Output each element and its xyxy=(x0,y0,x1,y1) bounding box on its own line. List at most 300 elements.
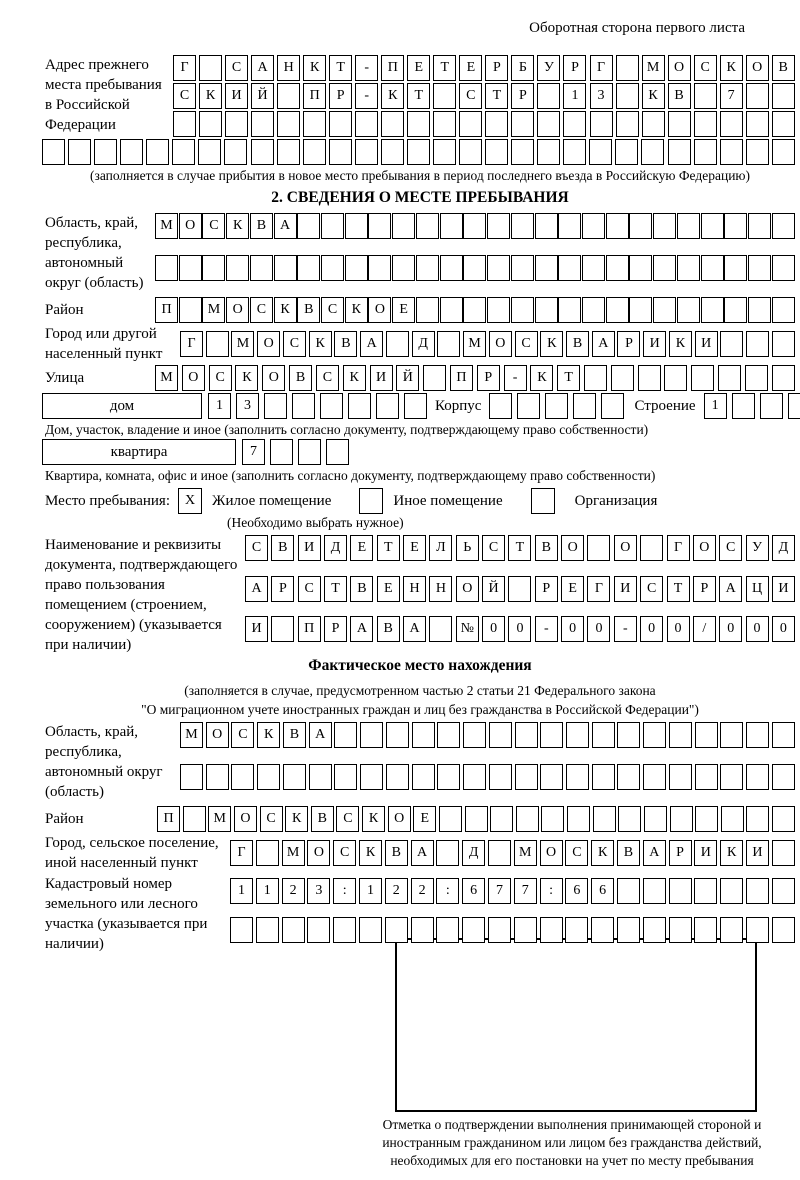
char-cell[interactable] xyxy=(459,111,482,137)
char-cell[interactable]: Н xyxy=(403,576,426,602)
char-cell[interactable] xyxy=(283,764,306,790)
char-cell[interactable]: Й xyxy=(251,83,274,109)
char-cell[interactable] xyxy=(677,297,700,323)
char-cell[interactable]: С xyxy=(333,840,356,866)
char-cell[interactable]: - xyxy=(355,55,378,81)
char-cell[interactable] xyxy=(511,111,534,137)
char-cell[interactable]: А xyxy=(403,616,426,642)
char-cell[interactable] xyxy=(617,878,640,904)
char-cell[interactable]: С xyxy=(250,297,273,323)
char-cell[interactable]: О xyxy=(540,840,563,866)
char-cell[interactable]: П xyxy=(155,297,178,323)
char-cell[interactable]: Г xyxy=(587,576,610,602)
char-cell[interactable]: И xyxy=(772,576,795,602)
char-cell[interactable]: Т xyxy=(667,576,690,602)
char-cell[interactable] xyxy=(376,393,399,419)
char-cell[interactable] xyxy=(587,535,610,561)
char-cell[interactable] xyxy=(558,213,581,239)
char-cell[interactable] xyxy=(360,764,383,790)
char-cell[interactable] xyxy=(701,213,724,239)
char-cell[interactable] xyxy=(485,111,508,137)
char-cell[interactable] xyxy=(694,111,717,137)
char-cell[interactable]: И xyxy=(245,616,268,642)
char-cell[interactable] xyxy=(772,255,795,281)
char-cell[interactable] xyxy=(355,139,378,165)
char-cell[interactable] xyxy=(251,139,274,165)
char-cell[interactable]: О xyxy=(206,722,229,748)
char-cell[interactable]: 1 xyxy=(704,393,727,419)
char-cell[interactable]: / xyxy=(693,616,716,642)
char-cell[interactable] xyxy=(392,255,415,281)
char-cell[interactable] xyxy=(669,764,692,790)
char-cell[interactable]: О xyxy=(257,331,280,357)
char-cell[interactable] xyxy=(640,535,663,561)
char-cell[interactable] xyxy=(643,764,666,790)
char-cell[interactable] xyxy=(264,393,287,419)
char-cell[interactable]: Т xyxy=(433,55,456,81)
char-cell[interactable] xyxy=(257,764,280,790)
char-cell[interactable] xyxy=(644,806,667,832)
char-cell[interactable]: С xyxy=(336,806,359,832)
char-cell[interactable]: В xyxy=(566,331,589,357)
char-cell[interactable]: Н xyxy=(277,55,300,81)
char-cell[interactable]: 1 xyxy=(230,878,253,904)
char-cell[interactable]: 0 xyxy=(746,616,769,642)
char-cell[interactable]: О xyxy=(693,535,716,561)
char-cell[interactable] xyxy=(309,764,332,790)
char-cell[interactable] xyxy=(404,393,427,419)
char-cell[interactable]: 3 xyxy=(307,878,330,904)
char-cell[interactable] xyxy=(582,297,605,323)
char-cell[interactable]: Р xyxy=(329,83,352,109)
char-cell[interactable]: 7 xyxy=(242,439,265,465)
char-cell[interactable]: П xyxy=(303,83,326,109)
char-cell[interactable]: О xyxy=(182,365,205,391)
char-cell[interactable]: О xyxy=(307,840,330,866)
char-cell[interactable] xyxy=(515,764,538,790)
char-cell[interactable] xyxy=(256,840,279,866)
char-cell[interactable] xyxy=(386,722,409,748)
char-cell[interactable] xyxy=(617,917,640,943)
char-cell[interactable] xyxy=(173,111,196,137)
char-cell[interactable] xyxy=(359,917,382,943)
char-cell[interactable] xyxy=(437,722,460,748)
char-cell[interactable] xyxy=(206,331,229,357)
char-cell[interactable] xyxy=(617,764,640,790)
char-cell[interactable] xyxy=(250,255,273,281)
char-cell[interactable]: С xyxy=(209,365,232,391)
char-cell[interactable]: Д xyxy=(462,840,485,866)
char-cell[interactable]: К xyxy=(642,83,665,109)
char-cell[interactable]: В xyxy=(297,297,320,323)
char-cell[interactable]: 7 xyxy=(514,878,537,904)
char-cell[interactable] xyxy=(720,331,743,357)
char-cell[interactable] xyxy=(274,255,297,281)
char-cell[interactable] xyxy=(694,917,717,943)
char-cell[interactable]: О xyxy=(456,576,479,602)
char-cell[interactable]: В xyxy=(668,83,691,109)
char-cell[interactable] xyxy=(616,83,639,109)
char-cell[interactable] xyxy=(535,255,558,281)
char-cell[interactable] xyxy=(745,365,768,391)
char-cell[interactable] xyxy=(691,365,714,391)
char-cell[interactable]: И xyxy=(298,535,321,561)
char-cell[interactable]: А xyxy=(274,213,297,239)
char-cell[interactable] xyxy=(593,806,616,832)
char-cell[interactable]: № xyxy=(456,616,479,642)
char-cell[interactable]: А xyxy=(350,616,373,642)
char-cell[interactable] xyxy=(320,393,343,419)
char-cell[interactable]: 2 xyxy=(282,878,305,904)
char-cell[interactable] xyxy=(385,917,408,943)
char-cell[interactable]: В xyxy=(311,806,334,832)
char-cell[interactable] xyxy=(772,213,795,239)
char-cell[interactable]: С xyxy=(694,55,717,81)
char-cell[interactable] xyxy=(629,255,652,281)
char-cell[interactable] xyxy=(732,393,755,419)
char-cell[interactable]: Т xyxy=(485,83,508,109)
char-cell[interactable]: К xyxy=(199,83,222,109)
char-cell[interactable] xyxy=(772,917,795,943)
char-cell[interactable]: С xyxy=(173,83,196,109)
char-cell[interactable] xyxy=(589,139,612,165)
char-cell[interactable] xyxy=(511,213,534,239)
char-cell[interactable] xyxy=(746,722,769,748)
char-cell[interactable] xyxy=(540,722,563,748)
char-cell[interactable]: Р xyxy=(617,331,640,357)
char-cell[interactable] xyxy=(563,139,586,165)
char-cell[interactable]: 0 xyxy=(772,616,795,642)
char-cell[interactable] xyxy=(345,255,368,281)
char-cell[interactable]: К xyxy=(309,331,332,357)
char-cell[interactable]: С xyxy=(283,331,306,357)
char-cell[interactable] xyxy=(606,297,629,323)
char-cell[interactable]: Й xyxy=(396,365,419,391)
char-cell[interactable]: 0 xyxy=(508,616,531,642)
char-cell[interactable] xyxy=(511,139,534,165)
char-cell[interactable] xyxy=(772,722,795,748)
char-cell[interactable] xyxy=(303,111,326,137)
char-cell[interactable] xyxy=(772,139,795,165)
char-cell[interactable] xyxy=(433,111,456,137)
char-cell[interactable] xyxy=(231,764,254,790)
char-cell[interactable] xyxy=(694,878,717,904)
char-cell[interactable] xyxy=(329,111,352,137)
char-cell[interactable] xyxy=(183,806,206,832)
char-cell[interactable] xyxy=(718,365,741,391)
char-cell[interactable]: 0 xyxy=(587,616,610,642)
char-cell[interactable]: И xyxy=(746,840,769,866)
char-cell[interactable]: Р xyxy=(669,840,692,866)
char-cell[interactable] xyxy=(433,139,456,165)
char-cell[interactable] xyxy=(540,917,563,943)
char-cell[interactable]: С xyxy=(515,331,538,357)
char-cell[interactable]: 3 xyxy=(590,83,613,109)
char-cell[interactable] xyxy=(695,722,718,748)
char-cell[interactable] xyxy=(282,917,305,943)
char-cell[interactable]: Р xyxy=(477,365,500,391)
char-cell[interactable]: С xyxy=(482,535,505,561)
char-cell[interactable] xyxy=(180,764,203,790)
char-cell[interactable]: Б xyxy=(511,55,534,81)
char-cell[interactable]: П xyxy=(450,365,473,391)
char-cell[interactable] xyxy=(511,297,534,323)
char-cell[interactable] xyxy=(638,365,661,391)
char-cell[interactable] xyxy=(256,917,279,943)
char-cell[interactable] xyxy=(199,55,222,81)
char-cell[interactable] xyxy=(668,139,691,165)
char-cell[interactable]: С xyxy=(298,576,321,602)
char-cell[interactable]: У xyxy=(537,55,560,81)
char-cell[interactable]: Г xyxy=(590,55,613,81)
char-cell[interactable] xyxy=(629,213,652,239)
char-cell[interactable]: К xyxy=(345,297,368,323)
char-cell[interactable] xyxy=(617,722,640,748)
char-cell[interactable]: С xyxy=(316,365,339,391)
char-cell[interactable] xyxy=(788,393,800,419)
char-cell[interactable] xyxy=(535,297,558,323)
char-cell[interactable]: О xyxy=(668,55,691,81)
char-cell[interactable] xyxy=(724,297,747,323)
char-cell[interactable]: В xyxy=(350,576,373,602)
char-cell[interactable]: М xyxy=(642,55,665,81)
char-cell[interactable] xyxy=(748,255,771,281)
char-cell[interactable] xyxy=(582,255,605,281)
char-cell[interactable] xyxy=(537,139,560,165)
char-cell[interactable] xyxy=(558,255,581,281)
char-cell[interactable]: Р xyxy=(563,55,586,81)
char-cell[interactable] xyxy=(412,764,435,790)
char-cell[interactable]: Г xyxy=(173,55,196,81)
char-cell[interactable] xyxy=(669,878,692,904)
char-cell[interactable]: А xyxy=(245,576,268,602)
char-cell[interactable]: 0 xyxy=(667,616,690,642)
char-cell[interactable]: К xyxy=(226,213,249,239)
char-cell[interactable] xyxy=(601,393,624,419)
char-cell[interactable]: С xyxy=(565,840,588,866)
char-cell[interactable] xyxy=(459,139,482,165)
char-cell[interactable] xyxy=(629,297,652,323)
char-cell[interactable] xyxy=(772,878,795,904)
char-cell[interactable]: 1 xyxy=(208,393,231,419)
char-cell[interactable]: Г xyxy=(180,331,203,357)
char-cell[interactable]: Р xyxy=(511,83,534,109)
char-cell[interactable] xyxy=(746,764,769,790)
char-cell[interactable] xyxy=(772,331,795,357)
char-cell[interactable]: Е xyxy=(561,576,584,602)
char-cell[interactable] xyxy=(423,365,446,391)
char-cell[interactable]: У xyxy=(746,535,769,561)
char-cell[interactable] xyxy=(720,764,743,790)
char-cell[interactable] xyxy=(321,255,344,281)
char-cell[interactable]: М xyxy=(155,365,178,391)
char-cell[interactable] xyxy=(206,764,229,790)
char-cell[interactable]: О xyxy=(226,297,249,323)
char-cell[interactable]: А xyxy=(592,331,615,357)
char-cell[interactable] xyxy=(298,439,321,465)
char-cell[interactable]: И xyxy=(370,365,393,391)
char-cell[interactable]: Д xyxy=(772,535,795,561)
char-cell[interactable] xyxy=(669,917,692,943)
char-cell[interactable]: - xyxy=(535,616,558,642)
char-cell[interactable] xyxy=(198,139,221,165)
char-cell[interactable]: Н xyxy=(429,576,452,602)
char-cell[interactable]: В xyxy=(535,535,558,561)
char-cell[interactable]: О xyxy=(388,806,411,832)
char-cell[interactable] xyxy=(643,878,666,904)
char-cell[interactable]: К xyxy=(720,840,743,866)
char-cell[interactable]: 7 xyxy=(488,878,511,904)
char-cell[interactable] xyxy=(436,840,459,866)
char-cell[interactable] xyxy=(172,139,195,165)
char-cell[interactable]: 0 xyxy=(719,616,742,642)
char-cell[interactable]: А xyxy=(309,722,332,748)
char-cell[interactable]: Д xyxy=(412,331,435,357)
char-cell[interactable]: К xyxy=(274,297,297,323)
char-cell[interactable]: : xyxy=(436,878,459,904)
char-cell[interactable] xyxy=(642,111,665,137)
char-cell[interactable]: К xyxy=(381,83,404,109)
char-cell[interactable] xyxy=(487,213,510,239)
char-cell[interactable]: К xyxy=(530,365,553,391)
char-cell[interactable] xyxy=(746,806,769,832)
char-cell[interactable]: И xyxy=(643,331,666,357)
char-cell[interactable]: И xyxy=(614,576,637,602)
char-cell[interactable] xyxy=(202,255,225,281)
char-cell[interactable] xyxy=(677,255,700,281)
char-cell[interactable]: С xyxy=(260,806,283,832)
char-cell[interactable] xyxy=(277,111,300,137)
char-cell[interactable]: М xyxy=(202,297,225,323)
char-cell[interactable] xyxy=(537,111,560,137)
char-cell[interactable] xyxy=(720,917,743,943)
char-cell[interactable] xyxy=(760,393,783,419)
char-cell[interactable] xyxy=(508,576,531,602)
char-cell[interactable] xyxy=(381,139,404,165)
char-cell[interactable] xyxy=(558,297,581,323)
char-cell[interactable]: - xyxy=(355,83,378,109)
char-cell[interactable]: - xyxy=(504,365,527,391)
char-cell[interactable]: М xyxy=(155,213,178,239)
char-cell[interactable]: 6 xyxy=(591,878,614,904)
char-cell[interactable]: Т xyxy=(557,365,580,391)
char-cell[interactable] xyxy=(611,365,634,391)
char-cell[interactable] xyxy=(616,111,639,137)
char-cell[interactable]: И xyxy=(694,840,717,866)
checkbox-residential[interactable]: X xyxy=(178,488,202,514)
char-cell[interactable] xyxy=(437,331,460,357)
char-cell[interactable]: В xyxy=(250,213,273,239)
char-cell[interactable] xyxy=(653,255,676,281)
char-cell[interactable] xyxy=(746,878,769,904)
char-cell[interactable]: В xyxy=(385,840,408,866)
char-cell[interactable]: Л xyxy=(429,535,452,561)
char-cell[interactable] xyxy=(436,917,459,943)
char-cell[interactable]: К xyxy=(540,331,563,357)
char-cell[interactable]: Е xyxy=(403,535,426,561)
char-cell[interactable] xyxy=(606,213,629,239)
char-cell[interactable]: К xyxy=(591,840,614,866)
char-cell[interactable] xyxy=(772,764,795,790)
char-cell[interactable] xyxy=(292,393,315,419)
char-cell[interactable]: М xyxy=(282,840,305,866)
char-cell[interactable] xyxy=(643,722,666,748)
char-cell[interactable]: Г xyxy=(667,535,690,561)
char-cell[interactable] xyxy=(321,213,344,239)
char-cell[interactable]: 1 xyxy=(359,878,382,904)
char-cell[interactable] xyxy=(368,213,391,239)
char-cell[interactable]: К xyxy=(669,331,692,357)
char-cell[interactable] xyxy=(565,917,588,943)
char-cell[interactable]: С xyxy=(459,83,482,109)
char-cell[interactable]: Р xyxy=(324,616,347,642)
char-cell[interactable] xyxy=(516,806,539,832)
char-cell[interactable]: Т xyxy=(508,535,531,561)
char-cell[interactable] xyxy=(333,917,356,943)
char-cell[interactable] xyxy=(695,764,718,790)
char-cell[interactable]: 2 xyxy=(411,878,434,904)
char-cell[interactable]: К xyxy=(343,365,366,391)
char-cell[interactable] xyxy=(407,111,430,137)
char-cell[interactable] xyxy=(591,917,614,943)
char-cell[interactable] xyxy=(541,806,564,832)
char-cell[interactable] xyxy=(748,213,771,239)
char-cell[interactable]: Р xyxy=(693,576,716,602)
char-cell[interactable]: С xyxy=(231,722,254,748)
char-cell[interactable] xyxy=(334,764,357,790)
char-cell[interactable]: М xyxy=(463,331,486,357)
char-cell[interactable]: Т xyxy=(329,55,352,81)
char-cell[interactable] xyxy=(567,806,590,832)
char-cell[interactable]: О xyxy=(234,806,257,832)
char-cell[interactable] xyxy=(230,917,253,943)
char-cell[interactable]: Д xyxy=(324,535,347,561)
char-cell[interactable] xyxy=(653,213,676,239)
char-cell[interactable] xyxy=(668,111,691,137)
char-cell[interactable] xyxy=(592,764,615,790)
char-cell[interactable] xyxy=(669,722,692,748)
char-cell[interactable]: С xyxy=(719,535,742,561)
char-cell[interactable]: : xyxy=(333,878,356,904)
char-cell[interactable] xyxy=(251,111,274,137)
char-cell[interactable]: А xyxy=(251,55,274,81)
char-cell[interactable] xyxy=(487,297,510,323)
char-cell[interactable] xyxy=(42,139,65,165)
char-cell[interactable]: Е xyxy=(350,535,373,561)
checkbox-other-premises[interactable] xyxy=(359,488,383,514)
char-cell[interactable]: С xyxy=(321,297,344,323)
char-cell[interactable]: Т xyxy=(407,83,430,109)
char-cell[interactable]: П xyxy=(298,616,321,642)
char-cell[interactable]: О xyxy=(262,365,285,391)
char-cell[interactable] xyxy=(616,55,639,81)
char-cell[interactable] xyxy=(540,764,563,790)
char-cell[interactable] xyxy=(386,331,409,357)
char-cell[interactable] xyxy=(515,722,538,748)
char-cell[interactable]: К xyxy=(362,806,385,832)
char-cell[interactable]: А xyxy=(411,840,434,866)
char-cell[interactable]: О xyxy=(489,331,512,357)
char-cell[interactable] xyxy=(440,213,463,239)
char-cell[interactable] xyxy=(517,393,540,419)
char-cell[interactable] xyxy=(392,213,415,239)
char-cell[interactable]: И xyxy=(225,83,248,109)
char-cell[interactable] xyxy=(226,255,249,281)
char-cell[interactable] xyxy=(277,139,300,165)
char-cell[interactable] xyxy=(772,806,795,832)
char-cell[interactable] xyxy=(485,139,508,165)
char-cell[interactable] xyxy=(179,255,202,281)
